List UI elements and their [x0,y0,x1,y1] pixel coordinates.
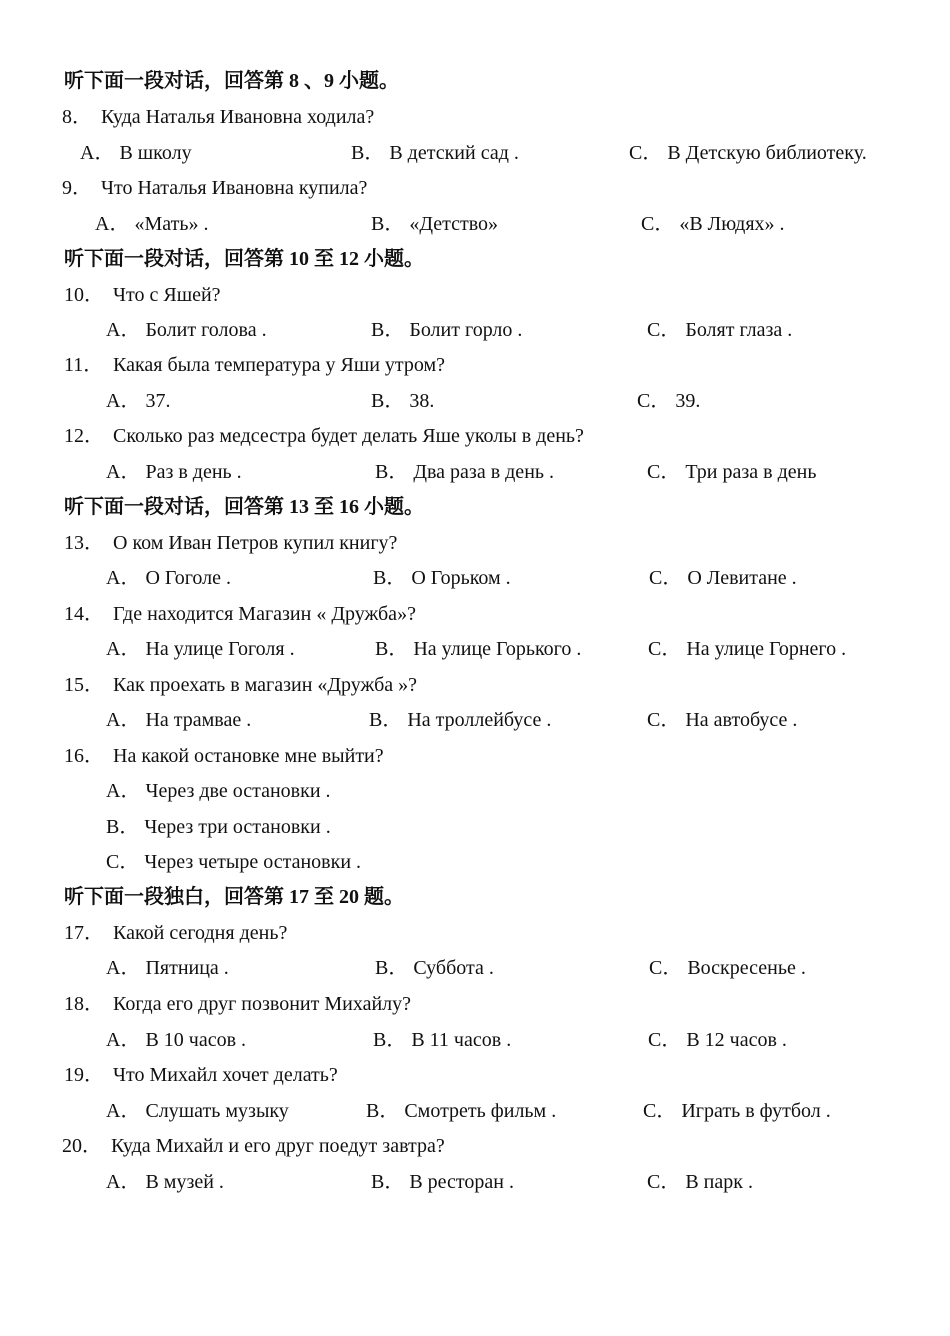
options-13 [0,563,950,593]
question-19 [0,1060,950,1090]
option-c: C． Воскресенье . [649,957,806,979]
option-b: B． Два раза в день . [375,461,555,483]
question-text: Где находится Магазин « Дружба»? [113,603,416,625]
option-c: C． Играть в футбол . [643,1100,831,1122]
option-a: A． В музей . [106,1171,224,1193]
question-text: Куда Михайл и его друг поедут завтра? [111,1135,445,1157]
section-heading-text: 听下面一段对话，回答第 10 至 12 小题。 [64,248,424,270]
options-14 [0,634,950,664]
section-heading-text: 听下面一段对话，回答第 8 、9 小题。 [64,70,399,92]
question-17 [0,918,950,948]
section-heading-text: 听下面一段对话，回答第 13 至 16 小题。 [64,496,424,518]
options-10 [0,315,950,345]
question-text: Какой сегодня день? [113,922,288,944]
option-c: C． На автобусе . [647,709,798,731]
question-text: На какой остановке мне выйти? [113,745,384,767]
question-number: 12． [64,425,104,447]
option-b: B． О Горьком . [373,567,511,589]
options-11 [0,386,950,416]
question-text: О ком Иван Петров купил книгу? [113,532,398,554]
question-text: Что с Яшей? [113,284,221,306]
option-c: C． В парк . [647,1171,753,1193]
option-b: B． 38. [371,390,435,412]
option-a: A． «Мать» . [95,213,209,235]
option-b: B． На троллейбусе . [369,709,552,731]
question-13 [0,528,950,558]
question-10 [0,280,950,310]
option-a: A． 37. [106,390,171,412]
question-text: Куда Наталья Ивановна ходила? [101,106,375,128]
option-b: B． Смотреть фильм . [366,1100,557,1122]
option-c: C． На улице Горнего . [648,638,847,660]
question-number: 17． [64,922,104,944]
question-number: 15． [64,674,104,696]
question-18 [0,989,950,1019]
option-a: A． На улице Гоголя . [106,638,295,660]
option-c: C． О Левитане . [649,567,797,589]
options-19 [0,1096,950,1126]
option-a: A． Болит голова . [106,319,267,341]
question-15 [0,670,950,700]
option-a: A． Слушать музыку [106,1100,289,1122]
question-text: Какая была температура у Яши утром? [113,354,446,376]
option-16-b [0,812,950,842]
question-number: 8． [62,106,92,128]
question-number: 10． [64,284,104,306]
option-c: C． 39. [637,390,701,412]
question-12 [0,421,950,451]
option-c: C． Болят глаза . [647,319,793,341]
option-a: A． Через две остановки . [106,780,331,802]
option-c: C． В 12 часов . [648,1029,787,1051]
question-9 [0,173,950,203]
question-16 [0,741,950,771]
option-b: B． В детский сад . [351,142,519,164]
option-16-c [0,847,950,877]
options-9 [0,209,950,239]
question-number: 11． [64,354,104,376]
question-8 [0,102,950,132]
section-heading [0,882,950,912]
question-number: 9． [62,177,92,199]
option-b: B． В ресторан . [371,1171,514,1193]
option-16-a [0,776,950,806]
option-b: B． «Детство» [371,213,499,235]
option-b: B． На улице Горького . [375,638,582,660]
question-text: Когда его друг позвонит Михайлу? [113,993,412,1015]
options-20 [0,1167,950,1197]
option-b: B． Суббота . [375,957,494,979]
option-a: A． Раз в день . [106,461,242,483]
option-a: A． В 10 часов . [106,1029,247,1051]
question-text: Сколько раз медсестра будет делать Яше уколы в день? [113,425,584,447]
question-number: 20． [62,1135,102,1157]
question-text: Как проехать в магазин «Дружба »? [113,674,418,696]
question-number: 16． [64,745,104,767]
option-b: B． Болит горло . [371,319,523,341]
options-8 [0,138,950,168]
option-a: A． О Гоголе . [106,567,231,589]
section-heading [0,492,950,522]
question-number: 14． [64,603,104,625]
option-a: A． В школу [80,142,192,164]
section-heading [0,244,950,274]
section-heading [0,66,950,96]
option-c: C． Через четыре остановки . [106,851,362,873]
option-c: C． В Детскую библиотеку. [629,142,867,164]
question-20 [0,1131,950,1161]
section-heading-text: 听下面一段独白，回答第 17 至 20 题。 [64,886,404,908]
option-c: C． Три раза в день [647,461,817,483]
options-12 [0,457,950,487]
option-b: B． В 11 часов . [373,1029,512,1051]
question-11 [0,350,950,380]
option-c: C． «В Людях» . [641,213,785,235]
options-17 [0,953,950,983]
option-a: A． На трамвае . [106,709,252,731]
question-number: 13． [64,532,104,554]
options-18 [0,1025,950,1055]
options-15 [0,705,950,735]
option-b: B． Через три остановки . [106,816,331,838]
option-a: A． Пятница . [106,957,229,979]
question-text: Что Наталья Ивановна купила? [101,177,368,199]
question-number: 19． [64,1064,104,1086]
question-number: 18． [64,993,104,1015]
question-text: Что Михайл хочет делать? [113,1064,338,1086]
question-14 [0,599,950,629]
